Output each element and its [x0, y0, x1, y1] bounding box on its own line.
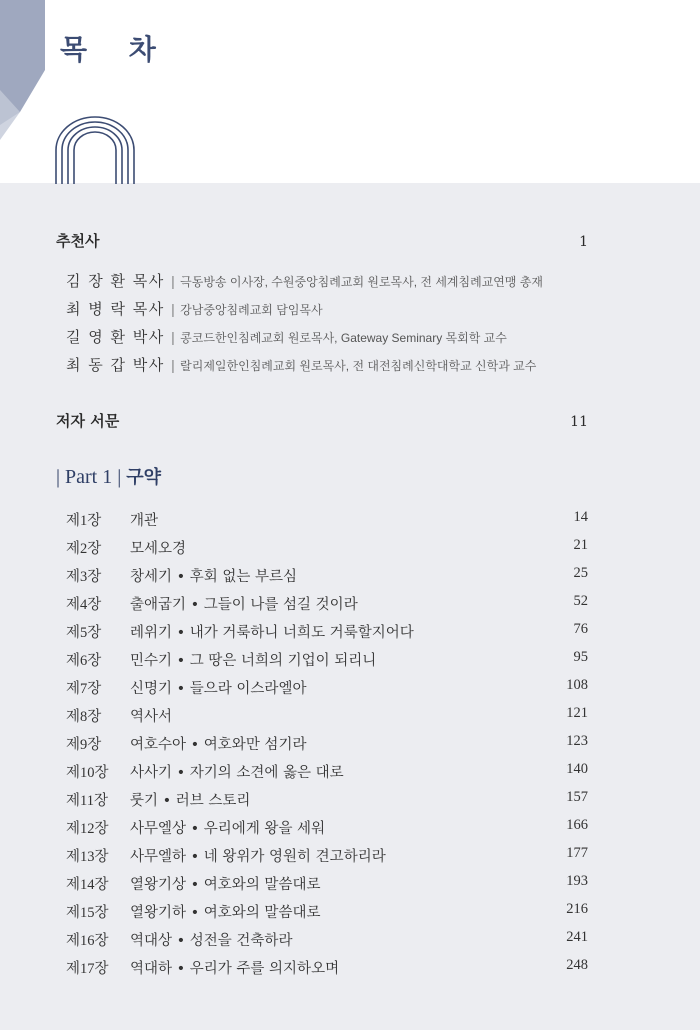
chapter-number: 제9장	[66, 737, 102, 753]
page-number: 248	[566, 957, 588, 973]
chapter-number: 제13장	[66, 849, 109, 865]
page-number: 166	[566, 817, 588, 833]
chapter-title: 사무엘하 • 네 왕위가 영원히 견고하리라	[130, 849, 386, 865]
page-number: 177	[566, 845, 588, 861]
page-number: 95	[573, 649, 588, 665]
chapter-title: 신명기 • 들으라 이스라엘아	[130, 681, 307, 697]
chapter-title: 창세기 • 후회 없는 부르심	[130, 569, 298, 585]
page-number: 241	[566, 929, 588, 945]
chapter-row[interactable]	[66, 537, 588, 561]
chapter-number: 제4장	[66, 597, 102, 613]
chapter-title: 룻기 • 러브 스토리	[130, 793, 251, 809]
chapter-number: 제15장	[66, 905, 109, 921]
separator-bar: |	[170, 359, 176, 374]
recommender-desc: 콩코드한인침례교회 원로목사, Gateway Seminary 목회학 교수	[180, 331, 507, 345]
recommender-desc: 극동방송 이사장, 수원중앙침례교회 원로목사, 전 세계침례교연맹 총재	[180, 275, 543, 289]
hexagon-decoration	[0, 0, 45, 140]
separator-bar: |	[170, 303, 176, 318]
chapter-row[interactable]	[66, 901, 588, 925]
page-number: 14	[573, 509, 588, 525]
chapter-number: 제10장	[66, 765, 109, 781]
page-number: 140	[566, 761, 588, 777]
chapter-title: 역사서	[130, 709, 173, 725]
chapter-row[interactable]	[66, 817, 588, 841]
chapter-number: 제1장	[66, 513, 102, 529]
page-number: 11	[570, 414, 588, 430]
chapter-number: 제14장	[66, 877, 109, 893]
chapter-number: 제11장	[66, 793, 108, 809]
chapter-title: 열왕기하 • 여호와의 말씀대로	[130, 905, 321, 921]
page-number: 52	[573, 593, 588, 609]
part-label: | Part 1 |	[56, 466, 122, 488]
chapter-title: 개관	[130, 513, 159, 529]
chapter-number: 제7장	[66, 681, 102, 697]
recommender-name: 최 병 락 목사	[66, 300, 165, 318]
chapter-title: 역대상 • 성전을 건축하라	[130, 933, 293, 949]
page-number: 121	[566, 705, 588, 721]
chapter-number: 제6장	[66, 653, 102, 669]
page-number: 216	[566, 901, 588, 917]
chapter-title: 사무엘상 • 우리에게 왕을 세워	[130, 821, 326, 837]
arch-icon	[50, 112, 140, 184]
recommender-name: 김 장 환 목사	[66, 272, 165, 290]
chapter-title: 사사기 • 자기의 소견에 옳은 대로	[130, 765, 344, 781]
page-number: 193	[566, 873, 588, 889]
chapter-number: 제5장	[66, 625, 102, 641]
section-preface[interactable]	[56, 410, 588, 431]
chapter-row[interactable]	[66, 621, 588, 645]
page-number: 21	[573, 537, 588, 553]
recommender-row	[66, 298, 626, 319]
chapter-row[interactable]	[66, 873, 588, 897]
chapter-number: 제8장	[66, 709, 102, 725]
chapter-row[interactable]	[66, 957, 588, 981]
chapter-row[interactable]	[66, 677, 588, 701]
separator-bar: |	[170, 331, 176, 346]
chapter-row[interactable]	[66, 593, 588, 617]
page-number: 25	[573, 565, 588, 581]
chapter-title: 출애굽기 • 그들이 나를 섬길 것이라	[130, 597, 358, 613]
chapter-title: 레위기 • 내가 거룩하니 너희도 거룩할지어다	[130, 625, 414, 641]
section-title: 저자 서문	[56, 412, 120, 430]
separator-bar: |	[170, 275, 176, 290]
chapter-number: 제17장	[66, 961, 109, 977]
chapter-row[interactable]	[66, 789, 588, 813]
chapter-number: 제16장	[66, 933, 109, 949]
chapter-row[interactable]	[66, 733, 588, 757]
chapter-row[interactable]	[66, 761, 588, 785]
chapter-title: 민수기 • 그 땅은 너희의 기업이 되리니	[130, 653, 377, 669]
chapter-title: 모세오경	[130, 541, 187, 557]
page-number: 76	[573, 621, 588, 637]
part-title: 구약	[126, 467, 162, 488]
chapter-number: 제12장	[66, 821, 109, 837]
chapter-row[interactable]	[66, 845, 588, 869]
recommender-desc: 랄리제일한인침례교회 원로목사, 전 대전침례신학대학교 신학과 교수	[180, 359, 537, 373]
part-heading	[56, 463, 161, 489]
chapter-title: 여호수아 • 여호와만 섬기라	[130, 737, 307, 753]
page-number: 157	[566, 789, 588, 805]
page-number: 123	[566, 733, 588, 749]
section-title: 추천사	[56, 232, 100, 250]
page-number: 1	[579, 234, 588, 250]
page-title: 목 차	[60, 33, 172, 66]
chapter-row[interactable]	[66, 565, 588, 589]
recommender-row	[66, 270, 626, 291]
recommender-name: 길 영 환 박사	[66, 328, 165, 346]
recommender-row	[66, 354, 626, 375]
chapter-row[interactable]	[66, 705, 588, 729]
chapter-number: 제2장	[66, 541, 102, 557]
section-recommendation[interactable]	[56, 230, 588, 251]
chapter-number: 제3장	[66, 569, 102, 585]
recommender-name: 최 동 갑 박사	[66, 356, 165, 374]
chapter-row[interactable]	[66, 509, 588, 533]
chapter-title: 역대하 • 우리가 주를 의지하오며	[130, 961, 340, 977]
chapter-row[interactable]	[66, 929, 588, 953]
chapter-row[interactable]	[66, 649, 588, 673]
chapter-title: 열왕기상 • 여호와의 말씀대로	[130, 877, 321, 893]
recommender-desc: 강남중앙침례교회 담임목사	[180, 303, 323, 317]
recommender-row	[66, 326, 626, 347]
page-number: 108	[566, 677, 588, 693]
